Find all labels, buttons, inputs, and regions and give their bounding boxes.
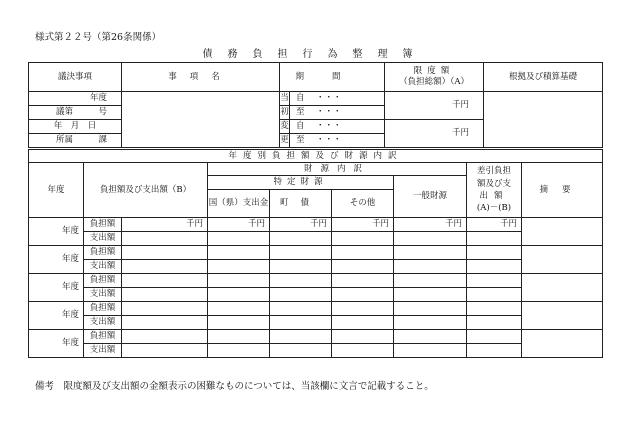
amount-cell[interactable]	[122, 246, 208, 260]
year-cell[interactable]: 年度	[29, 274, 84, 302]
amount-cell[interactable]	[208, 232, 270, 246]
amount-cell[interactable]	[467, 302, 522, 316]
form-number: 様式第２２号（第26条関係）	[35, 32, 162, 43]
table-row	[29, 232, 603, 246]
table-row	[29, 330, 603, 344]
summary-table: 議決事項 事項名 期間 限度額 （負担総額）（A） 根拠及び積算基礎 年度 当 自 ・・・ 千円 議第 号 初 至 ・・・ 年 月 日 変 自 ・・・ 千円 所属 課 更 至 ・・・	[28, 62, 603, 148]
amount-cell[interactable]	[467, 246, 522, 260]
period-to[interactable]: 至 ・・・	[290, 106, 385, 120]
remarks-header: 摘要	[522, 163, 603, 218]
balance-header: 差引負担 額及び支 出額 (A)－(B)	[467, 163, 522, 218]
document-title: 債務負担行為整理簿	[202, 49, 428, 60]
amount-cell[interactable]	[332, 344, 394, 358]
period-header: 期間	[280, 63, 385, 92]
amount-cell[interactable]	[394, 344, 467, 358]
year-label: 年度	[29, 92, 122, 106]
table-row	[29, 246, 603, 260]
amount-cell[interactable]	[332, 260, 394, 274]
amount-cell[interactable]	[270, 344, 332, 358]
date-label: 年 月 日	[29, 120, 122, 134]
table-row	[29, 302, 603, 316]
amount-cell[interactable]: 千円	[332, 218, 394, 232]
spent-label: 支出額	[84, 232, 122, 246]
year-cell[interactable]: 年度	[29, 302, 84, 330]
spent-label: 支出額	[84, 260, 122, 274]
breakdown-heading: 年度別負担額及び財源内訳	[29, 150, 603, 163]
amount-cell[interactable]	[467, 274, 522, 288]
amount-cell[interactable]	[270, 260, 332, 274]
year-cell[interactable]: 年度	[29, 246, 84, 274]
limit-amount-initial[interactable]: 千円	[385, 92, 484, 120]
annual-breakdown-table	[28, 149, 603, 358]
amount-cell[interactable]	[394, 316, 467, 330]
period-from[interactable]: 自 ・・・	[290, 92, 385, 106]
amount-cell[interactable]	[208, 344, 270, 358]
amount-cell[interactable]	[122, 260, 208, 274]
year-cell[interactable]: 年度	[29, 330, 84, 358]
amount-cell[interactable]	[208, 274, 270, 288]
amount-cell[interactable]	[122, 302, 208, 316]
amount-cell[interactable]	[332, 274, 394, 288]
amount-cell[interactable]	[208, 288, 270, 302]
amount-cell[interactable]	[467, 344, 522, 358]
amount-cell[interactable]	[332, 302, 394, 316]
amount-cell[interactable]	[332, 330, 394, 344]
remarks-cell[interactable]	[522, 274, 603, 302]
amount-cell[interactable]	[208, 246, 270, 260]
item-header: 事項名	[122, 63, 280, 92]
basis-header: 根拠及び積算基礎	[484, 63, 603, 92]
table-row	[29, 288, 603, 302]
burden-label: 負担額	[84, 246, 122, 260]
remarks-cell[interactable]	[522, 218, 603, 246]
remarks-cell[interactable]	[522, 330, 603, 358]
amount-cell[interactable]	[208, 260, 270, 274]
amount-cell[interactable]	[270, 316, 332, 330]
amount-cell[interactable]: 千円	[467, 218, 522, 232]
amount-cell[interactable]	[332, 288, 394, 302]
amount-cell[interactable]: 千円	[122, 218, 208, 232]
amount-cell[interactable]	[208, 330, 270, 344]
amount-cell[interactable]	[270, 274, 332, 288]
amount-cell[interactable]	[394, 246, 467, 260]
decision-header: 議決事項	[29, 63, 122, 92]
spent-label: 支出額	[84, 344, 122, 358]
burden-label: 負担額	[84, 218, 122, 232]
amount-cell[interactable]	[122, 274, 208, 288]
amount-cell[interactable]	[270, 302, 332, 316]
table-row	[29, 260, 603, 274]
amount-cell[interactable]	[467, 288, 522, 302]
department-label: 所属 課	[29, 134, 122, 148]
amount-cell[interactable]	[122, 316, 208, 330]
amount-cell[interactable]	[467, 316, 522, 330]
other-header: その他	[332, 190, 394, 218]
year-cell[interactable]: 年度	[29, 218, 84, 246]
item-name-cell[interactable]	[122, 92, 280, 148]
town-bond-header: 町債	[270, 190, 332, 218]
table-row	[29, 344, 603, 358]
burden-label: 負担額	[84, 330, 122, 344]
amount-cell[interactable]	[208, 316, 270, 330]
amount-cell[interactable]	[122, 330, 208, 344]
spent-label: 支出額	[84, 316, 122, 330]
table-row	[29, 218, 603, 232]
amount-cell[interactable]: 千円	[394, 218, 467, 232]
year-column-header: 年度	[29, 163, 84, 218]
spent-label: 支出額	[84, 288, 122, 302]
amount-cell[interactable]	[394, 260, 467, 274]
limit-header: 限度額 （負担総額）（A）	[385, 63, 484, 92]
amount-cell[interactable]	[332, 232, 394, 246]
limit-amount-changed[interactable]: 千円	[385, 120, 484, 148]
table-row	[29, 316, 603, 330]
general-funding-header: 一般財源	[394, 176, 467, 218]
amount-cell[interactable]	[467, 330, 522, 344]
footer-note: 備考 限度額及び支出額の金額表示の困難なものについては、当該欄に文言で記載すること。	[35, 381, 434, 392]
amount-cell[interactable]	[394, 330, 467, 344]
amount-cell[interactable]	[394, 288, 467, 302]
amount-cell[interactable]	[270, 288, 332, 302]
burden-label: 負担額	[84, 274, 122, 288]
amount-cell[interactable]	[394, 274, 467, 288]
period-to-changed[interactable]: 至 ・・・	[290, 134, 385, 148]
amount-cell[interactable]	[467, 260, 522, 274]
amount-column-header: 負担額及び支出額（B）	[84, 163, 208, 218]
amount-cell[interactable]	[122, 344, 208, 358]
amount-cell[interactable]: 千円	[270, 218, 332, 232]
amount-cell[interactable]	[270, 246, 332, 260]
table-row	[29, 274, 603, 288]
amount-cell[interactable]	[270, 232, 332, 246]
funding-header: 財源内訳	[208, 163, 467, 176]
amount-cell[interactable]	[270, 330, 332, 344]
amount-cell[interactable]	[332, 316, 394, 330]
amount-cell[interactable]	[122, 288, 208, 302]
amount-cell[interactable]	[208, 302, 270, 316]
amount-cell[interactable]: 千円	[208, 218, 270, 232]
national-subsidy-header: 国（県）支出金	[208, 190, 270, 218]
amount-cell[interactable]	[394, 302, 467, 316]
remarks-cell[interactable]	[522, 302, 603, 330]
burden-label: 負担額	[84, 302, 122, 316]
basis-cell[interactable]	[484, 92, 603, 148]
amount-cell[interactable]	[467, 232, 522, 246]
period-from-changed[interactable]: 自 ・・・	[290, 120, 385, 134]
bill-number-label: 議第 号	[29, 106, 122, 120]
remarks-cell[interactable]	[522, 246, 603, 274]
specific-funding-header: 特定財源	[208, 176, 394, 190]
amount-cell[interactable]	[394, 232, 467, 246]
amount-cell[interactable]	[122, 232, 208, 246]
amount-cell[interactable]	[332, 246, 394, 260]
